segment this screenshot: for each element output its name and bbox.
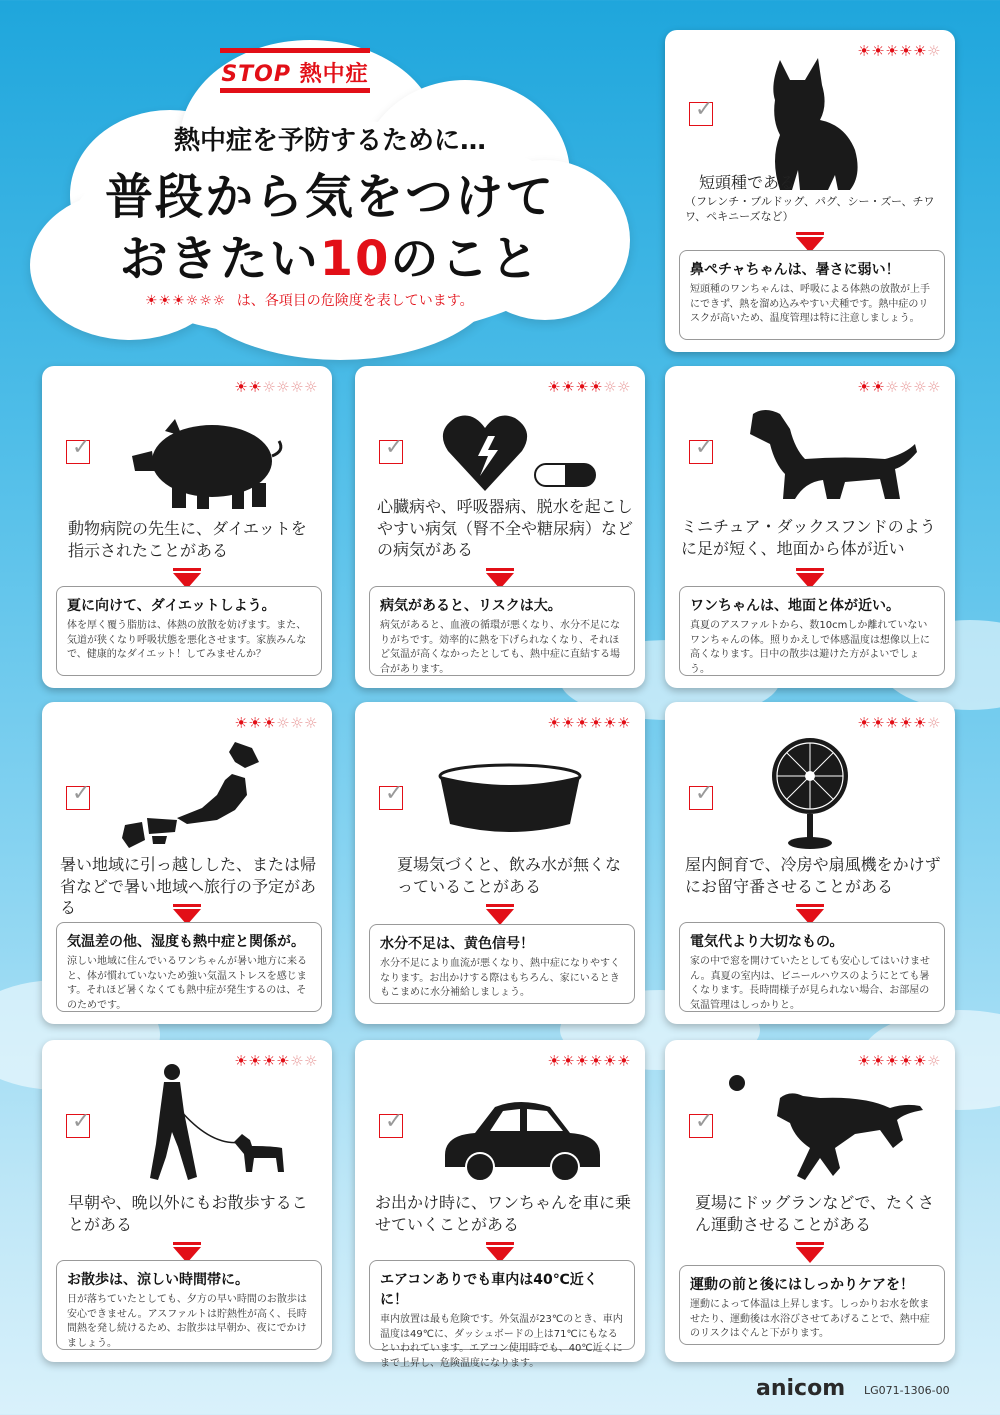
tip-heading: 電気代より大切なもの。 bbox=[690, 934, 844, 950]
tip-body: 真夏のアスファルトから、数10cmしか離れていないワンちゃんの体。照りかえしで体感温度は想像以上に高くなります。日中の散歩は避けた方がよいでしょう。 bbox=[690, 620, 930, 675]
tip-heading: エアコンありでも車内は40℃近くに！ bbox=[380, 1272, 598, 1308]
tip-body: 家の中で窓を開けていたとしても安心してはいけません。真夏の室内は、ビニールハウスのようにとても暑くなります。長時間様子が見られない場合、お部屋の気温管理はしっかりと。 bbox=[690, 956, 930, 1011]
checklist-card bbox=[42, 1040, 332, 1362]
tip-box bbox=[56, 586, 322, 676]
checkbox-icon[interactable] bbox=[689, 1114, 713, 1138]
page-title-line2 bbox=[30, 220, 630, 289]
checklist-card bbox=[42, 366, 332, 688]
checkbox-icon[interactable] bbox=[689, 440, 713, 464]
tip-heading: 鼻ペチャちゃんは、暑さに弱い！ bbox=[690, 262, 900, 278]
tip-heading: 夏に向けて、ダイエットしよう。 bbox=[67, 598, 276, 614]
checkbox-icon[interactable] bbox=[379, 440, 403, 464]
card-title-small: （フレンチ・ブルドッグ、パグ、シー・ズー、チワワ、ペキニーズなど） bbox=[685, 195, 935, 223]
danger-rating: ☀☀☀☼☼☼ bbox=[234, 714, 318, 732]
danger-rating: ☀☀☀☀☀☼ bbox=[857, 42, 941, 60]
heart-pill-icon bbox=[440, 406, 600, 501]
danger-rating: ☀☀☀☀☀☀ bbox=[547, 714, 631, 732]
checkbox-icon[interactable] bbox=[66, 786, 90, 810]
document-code: LG071-1306-00 bbox=[864, 1384, 950, 1397]
tip-body: 涼しい地域に住んでいるワンちゃんが暑い地方に来ると、体が慣れていないため強い気温ストレスを感じます。それほど暑くなくても熱中症が発生するのは、そのためです。 bbox=[67, 956, 307, 1011]
title-number: 10 bbox=[319, 231, 391, 287]
pig-icon bbox=[127, 411, 287, 511]
tip-box bbox=[679, 586, 945, 676]
danger-rating: ☀☀☀☀☀☀ bbox=[547, 1052, 631, 1070]
badge-stop: STOP bbox=[221, 62, 291, 87]
tip-box bbox=[369, 1260, 635, 1369]
tip-body: 日が落ちていたとしても、夕方の早い時間のお散歩は安心できません。アスファルトは貯熱性が高く、長時間熱を発し続けるため、お散歩は早朝か、夜にでかけましょう。 bbox=[67, 1294, 307, 1349]
danger-rating: ☀☀☀☀☼☼ bbox=[547, 378, 631, 396]
checkbox-icon[interactable] bbox=[689, 102, 713, 126]
tip-box bbox=[369, 924, 635, 1004]
checklist-card bbox=[665, 366, 955, 688]
car-icon bbox=[435, 1095, 605, 1185]
legend-sun-icons: ☀☀☀☼☼☼ bbox=[145, 293, 227, 309]
card-title: ミニチュア・ダックスフンドのように足が短く、地面から体が近い bbox=[681, 517, 936, 558]
tip-box bbox=[56, 1260, 322, 1350]
tip-body: 短頭種のワンちゃんは、呼吸による体熱の放散が上手にできず、熱を溜め込みやすい犬種です。熱中症のリスクが高いため、温度管理は特に注意しましょう。 bbox=[690, 284, 930, 324]
card-title: 早朝や、晩以外にもお散歩することがある bbox=[68, 1193, 308, 1234]
tip-heading: 気温差の他、湿度も熱中症と関係が。 bbox=[67, 934, 305, 950]
running-dog-icon bbox=[725, 1068, 935, 1188]
tip-body: 運動によって体温は上昇します。しっかりお水を飲ませたり、運動後は水浴びさせてあげることで、熱中症のリスクはぐんと下がります。 bbox=[690, 1299, 930, 1339]
card-title: 屋内飼育で、冷房や扇風機をかけずにお留守番させることがある bbox=[685, 855, 941, 896]
card-title: 心臓病や、呼吸器病、脱水を起こしやすい病気（腎不全や糖尿病）などの病気がある bbox=[377, 497, 634, 560]
checklist-card bbox=[355, 702, 645, 1024]
checklist-card bbox=[355, 366, 645, 688]
tip-box bbox=[369, 586, 635, 676]
checkbox-icon[interactable] bbox=[66, 440, 90, 464]
tip-body: 体を厚く覆う脂肪は、体熱の放散を妨げます。また、気道が狭くなり呼吸状態を悪化させます。家族みんなで、健康的なダイエット！してみませんか？ bbox=[67, 620, 307, 660]
tip-heading: 病気があると、リスクは大。 bbox=[380, 598, 562, 614]
card-title: 動物病院の先生に、ダイエットを指示されたことがある bbox=[68, 519, 307, 560]
checklist-card bbox=[355, 1040, 645, 1369]
checkbox-icon[interactable] bbox=[689, 786, 713, 810]
stop-heatstroke-badge bbox=[220, 48, 370, 90]
page-subtitle: 熱中症を予防するために… bbox=[173, 126, 486, 156]
checklist-card bbox=[42, 702, 332, 1024]
fan-icon bbox=[765, 736, 855, 851]
card-title: 夏場にドッグランなどで、たくさん運動させることがある bbox=[695, 1193, 935, 1234]
tip-body: 病気があると、血液の循環が悪くなり、水分不足になりがちです。効率的に熱を下げられなくなり、それほど気温が高くなかったとしても、熱中症に直結する場合があります。 bbox=[380, 620, 620, 675]
tip-heading: ワンちゃんは、地面と体が近い。 bbox=[690, 598, 900, 614]
tip-box bbox=[679, 1265, 945, 1345]
walking-dog-icon bbox=[142, 1062, 292, 1187]
title-post: のこと bbox=[390, 231, 541, 287]
page-title-line1: 普段から気をつけて bbox=[104, 169, 555, 225]
tip-box bbox=[56, 922, 322, 1012]
down-arrow-icon bbox=[486, 904, 514, 926]
japan-map-icon bbox=[117, 740, 277, 850]
dachshund-icon bbox=[745, 404, 925, 504]
tip-heading: 運動の前と後にはしっかりケアを！ bbox=[690, 1277, 914, 1293]
danger-rating: ☀☀☼☼☼☼ bbox=[857, 378, 941, 396]
checklist-card bbox=[665, 1040, 955, 1362]
danger-rating: ☀☀☀☀☀☼ bbox=[857, 1052, 941, 1070]
tip-body: 車内放置は最も危険です。外気温が23℃のとき、車内温度は49℃に、ダッシュボードの上は71℃にもなるといわれています。エアコン使用時でも、40℃近くにまで上昇し、危険温度になります。 bbox=[380, 1314, 623, 1369]
card-title: 短頭種である bbox=[699, 173, 796, 192]
tip-box bbox=[679, 250, 945, 340]
water-bowl-icon bbox=[435, 762, 585, 837]
danger-rating: ☀☀☀☀☼☼ bbox=[234, 1052, 318, 1070]
tip-box bbox=[679, 922, 945, 1012]
checkbox-icon[interactable] bbox=[379, 786, 403, 810]
tip-body: 水分不足により血流が悪くなり、熱中症になりやすくなります。お出かけする際はもちろん、家にいるときもこまめに水分補給しましょう。 bbox=[380, 958, 620, 998]
checkbox-icon[interactable] bbox=[66, 1114, 90, 1138]
card-title: 夏場気づくと、飲み水が無くなっていることがある bbox=[397, 855, 622, 896]
badge-word: 熱中症 bbox=[299, 62, 369, 87]
title-pre: おきたい bbox=[119, 231, 320, 287]
card-title: お出かけ時に、ワンちゃんを車に乗せていくことがある bbox=[375, 1193, 632, 1234]
legend-text: は、各項目の危険度を表しています。 bbox=[236, 293, 474, 309]
tip-heading: 水分不足は、黄色信号！ bbox=[380, 936, 534, 952]
card-title: 暑い地域に引っ越しした、または帰省などで暑い地域へ旅行の予定がある bbox=[60, 855, 317, 918]
header bbox=[30, 40, 630, 360]
checklist-card bbox=[665, 30, 955, 352]
danger-rating: ☀☀☼☼☼☼ bbox=[234, 378, 318, 396]
checkbox-icon[interactable] bbox=[379, 1114, 403, 1138]
down-arrow-icon bbox=[796, 1242, 824, 1264]
danger-legend bbox=[145, 290, 474, 310]
danger-rating: ☀☀☀☀☀☼ bbox=[857, 714, 941, 732]
tip-heading: お散歩は、涼しい時間帯に。 bbox=[67, 1272, 249, 1288]
anicom-logo: anicom bbox=[756, 1376, 846, 1401]
checklist-card bbox=[665, 702, 955, 1024]
